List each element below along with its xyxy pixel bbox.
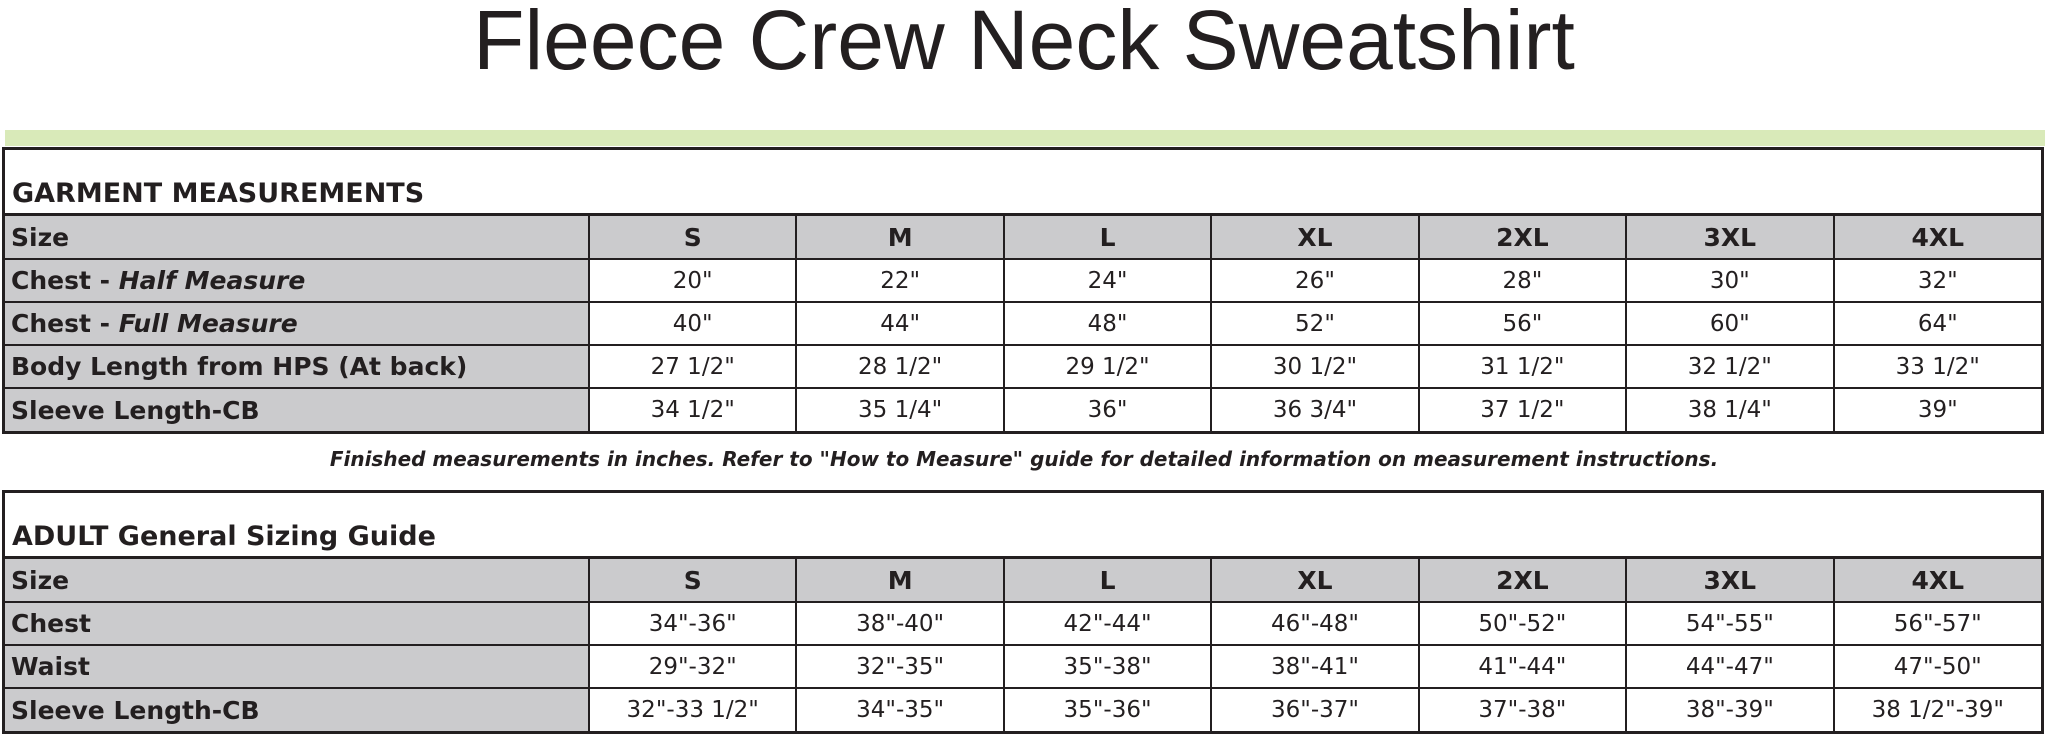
value-cell: 38 1/4" xyxy=(1626,388,1833,431)
value-cell: 39" xyxy=(1917,397,1958,423)
row-label-text: Sleeve Length-CB xyxy=(11,395,260,425)
value-cell: 44"-47" xyxy=(1626,645,1833,688)
value-cell: 64" xyxy=(1834,302,2041,345)
row-label: Size xyxy=(5,216,589,259)
size-header-cell: M xyxy=(796,559,1003,602)
size-header-cell: XL xyxy=(1211,216,1418,259)
row-label-text: Chest - xyxy=(11,266,119,295)
value-cell: 20" xyxy=(589,259,796,302)
value-cell: 37 1/2" xyxy=(1419,388,1626,431)
section-heading: ADULT General Sizing Guide xyxy=(5,493,2041,559)
value-cell: 36 3/4" xyxy=(1211,388,1418,431)
value-cell: 44" xyxy=(796,302,1003,345)
value-cell: 35 1/4" xyxy=(796,388,1003,431)
size-header-cell: 3XL xyxy=(1626,216,1833,259)
size-header-cell: 2XL xyxy=(1419,559,1626,602)
size-header-row xyxy=(5,559,2041,602)
value-cell: 31 1/2" xyxy=(1419,345,1626,388)
size-header-cell: L xyxy=(1004,559,1211,602)
sizing-guide-table xyxy=(2,490,2044,734)
size-header-cell: S xyxy=(589,559,796,602)
value-cell: 46"-48" xyxy=(1211,602,1418,645)
value-cell: 26" xyxy=(1211,259,1418,302)
value-cell: 30" xyxy=(1626,259,1833,302)
size-header-cell: 3XL xyxy=(1626,559,1833,602)
value-cell: 28 1/2" xyxy=(796,345,1003,388)
value-cell: 29"-32" xyxy=(589,645,796,688)
row-label xyxy=(5,302,589,345)
value-cell: 27 1/2" xyxy=(589,345,796,388)
value-cell: 34"-36" xyxy=(589,602,796,645)
value-cell: 28" xyxy=(1419,259,1626,302)
value-cell: 32" xyxy=(1834,259,2041,302)
row-label xyxy=(5,259,589,302)
value-cell: 24" xyxy=(1004,259,1211,302)
value-cell: 41"-44" xyxy=(1419,645,1626,688)
size-header-cell: 4XL xyxy=(1834,216,2041,259)
value-cell: 30 1/2" xyxy=(1211,345,1418,388)
value-cell: 60" xyxy=(1626,302,1833,345)
table-row xyxy=(5,645,2041,688)
measurements-grid xyxy=(5,216,2041,431)
row-label: Chest xyxy=(5,602,589,645)
table-row xyxy=(5,302,2041,345)
value-cell: 32 1/2" xyxy=(1626,345,1833,388)
section-heading: GARMENT MEASUREMENTS xyxy=(5,150,2041,216)
value-cell: 36"-37" xyxy=(1211,688,1418,731)
size-header-cell: S xyxy=(589,216,796,259)
value-cell: 37"-38" xyxy=(1419,688,1626,731)
table-row xyxy=(5,388,2041,431)
row-label-emphasis: Half Measure xyxy=(118,266,306,295)
value-cell: 42"-44" xyxy=(1004,602,1211,645)
size-header-cell: L xyxy=(1004,216,1211,259)
value-cell: 38"-39" xyxy=(1626,688,1833,731)
size-header-cell: 2XL xyxy=(1419,216,1626,259)
value-cell: 56" xyxy=(1419,302,1626,345)
size-header-cell: 4XL xyxy=(1834,559,2041,602)
row-label-text: Body Length from HPS (At back) xyxy=(11,352,468,381)
value-cell: 29 1/2" xyxy=(1004,345,1211,388)
garment-measurements-table xyxy=(2,147,2044,434)
row-label-text: Chest - xyxy=(11,309,119,338)
value-cell: 34"-35" xyxy=(796,688,1003,731)
size-header-cell: XL xyxy=(1211,559,1418,602)
value-cell: 50"-52" xyxy=(1419,602,1626,645)
value-cell: 48" xyxy=(1004,302,1211,345)
value-cell: 40" xyxy=(589,302,796,345)
value-cell: 52" xyxy=(1211,302,1418,345)
value-cell: 38 1/2"-39" xyxy=(1871,697,2004,723)
row-label xyxy=(5,345,589,388)
sizing-grid xyxy=(5,559,2041,731)
footnote: Finished measurements in inches. Refer to "How to Measure" guide for detailed information on measurement instructions. xyxy=(329,447,1719,471)
size-header-row xyxy=(5,216,2041,259)
value-cell: 34 1/2" xyxy=(589,388,796,431)
table-row xyxy=(5,688,2041,731)
value-cell: 35"-36" xyxy=(1004,688,1211,731)
row-label: Sleeve Length-CB xyxy=(5,688,589,731)
value-cell: 56"-57" xyxy=(1834,602,2041,645)
value-cell: 35"-38" xyxy=(1004,645,1211,688)
value-cell: 38"-40" xyxy=(796,602,1003,645)
row-label: Waist xyxy=(5,645,589,688)
row-label xyxy=(5,388,589,431)
table-row xyxy=(5,345,2041,388)
value-cell: 54"-55" xyxy=(1626,602,1833,645)
table-row xyxy=(5,602,2041,645)
accent-divider xyxy=(5,130,2045,146)
value-cell: 32"-35" xyxy=(796,645,1003,688)
value-cell: 38"-41" xyxy=(1211,645,1418,688)
value-cell: 36" xyxy=(1004,388,1211,431)
value-cell: 47"-50" xyxy=(1834,645,2041,688)
value-cell: 22" xyxy=(796,259,1003,302)
size-header-cell: M xyxy=(796,216,1003,259)
row-label-emphasis: Full Measure xyxy=(118,309,298,338)
table-row xyxy=(5,259,2041,302)
page-title: Fleece Crew Neck Sweatshirt xyxy=(473,0,1575,87)
value-cell: 33 1/2" xyxy=(1834,345,2041,388)
value-cell: 32"-33 1/2" xyxy=(589,688,796,731)
row-label: Size xyxy=(5,559,589,602)
